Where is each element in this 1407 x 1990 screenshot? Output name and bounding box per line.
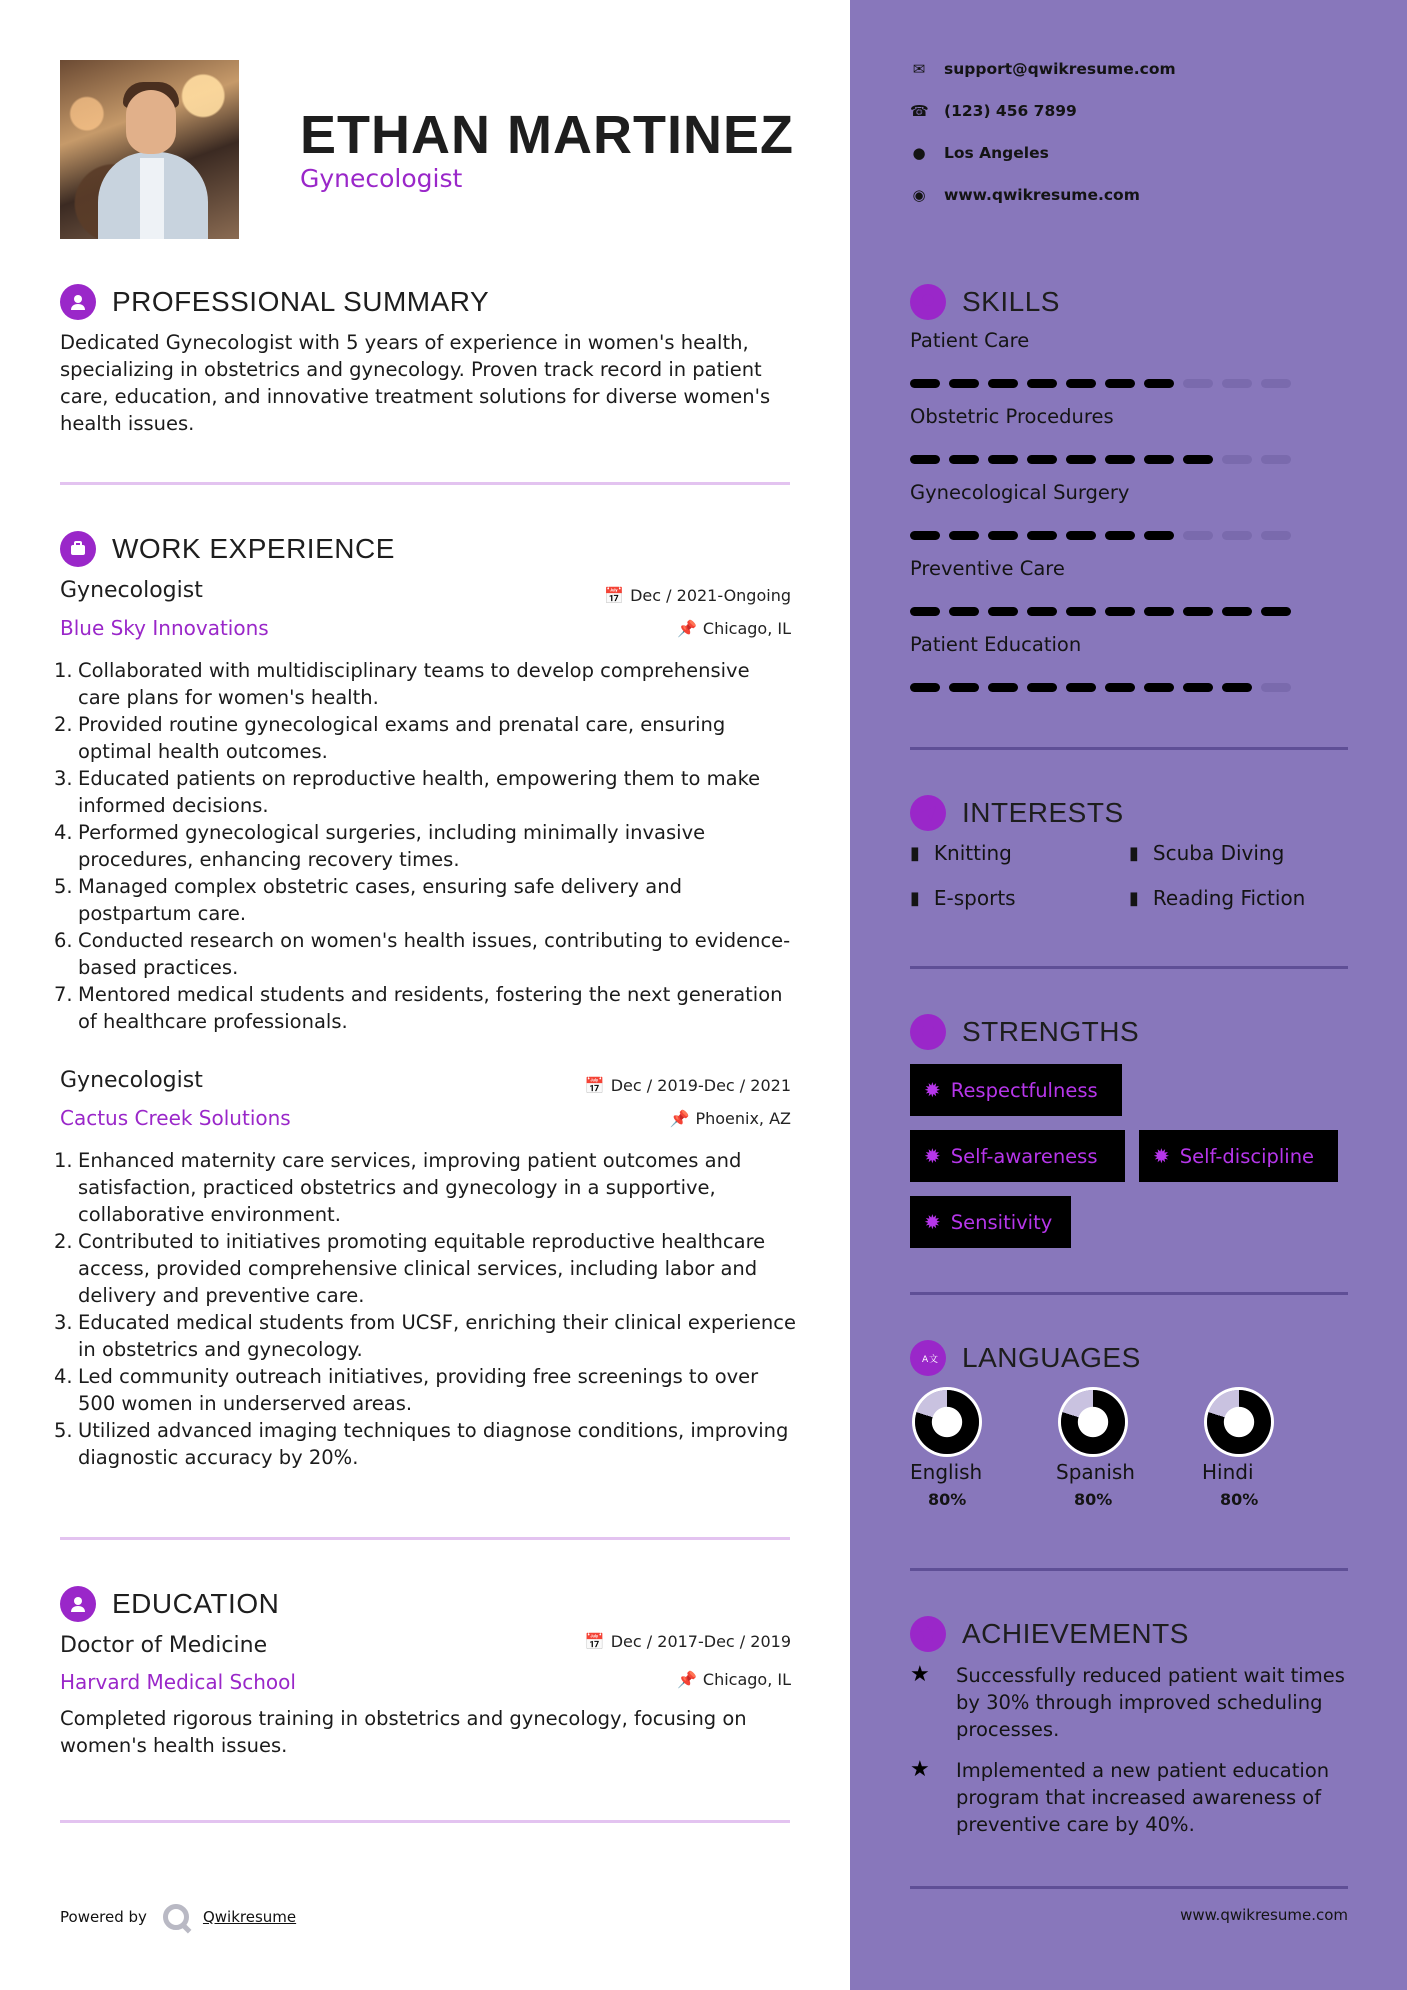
globe-icon: ◉ (912, 186, 926, 204)
skill-level-dot (1183, 379, 1213, 388)
skill-level (910, 683, 1300, 692)
lightbulb-icon (910, 284, 946, 320)
language-donut (1207, 1390, 1271, 1454)
skill-level-dot (1066, 379, 1096, 388)
skill-level-dot (988, 607, 1018, 616)
contact-website[interactable]: ◉ www.qwikresume.com (910, 186, 1140, 204)
list-item: Led community outreach initiatives, providing free screenings to over 500 women in underserved areas. (78, 1365, 759, 1415)
skills-title: SKILLS (962, 286, 1060, 317)
skill-level-dot (949, 683, 979, 692)
list-item: Performed gynecological surgeries, including minimally invasive procedures, enhancing recovery times. (78, 821, 706, 871)
user-icon (60, 284, 96, 320)
skill-level-dot (1144, 379, 1174, 388)
job-date: 📅 Dec / 2021-Ongoing (604, 586, 791, 605)
strength-chip: ✹ Self-awareness (910, 1130, 1125, 1182)
job-location: 📌 Phoenix, AZ (669, 1109, 791, 1128)
graduate-icon (60, 1586, 96, 1622)
contact-email[interactable]: ✉ support@qwikresume.com (910, 60, 1176, 78)
languages-heading (910, 1340, 1141, 1376)
summary-title: PROFESSIONAL SUMMARY (112, 286, 490, 317)
language-donut (915, 1390, 979, 1454)
job-company: Cactus Creek Solutions (60, 1106, 291, 1130)
list-item: Educated patients on reproductive health, empowering them to make informed decisions. (78, 767, 761, 817)
shooting-star-icon: ★ (910, 1662, 930, 1687)
skill-level-dot (1222, 683, 1252, 692)
skill-level-dot (1066, 455, 1096, 464)
divider (910, 1292, 1348, 1295)
skill-level-dot (1222, 607, 1252, 616)
language-item: Spanish 80% (1056, 1390, 1135, 1509)
education-text: Completed rigorous training in obstetrics and gynecology, focusing on women's health issues. (60, 1707, 747, 1757)
skill-level-dot (1105, 683, 1135, 692)
job-location: 📌 Chicago, IL (676, 619, 791, 638)
skill-level-dot (1066, 607, 1096, 616)
summary-heading (60, 284, 489, 320)
interest-item: ▮ E-sports (910, 886, 1016, 910)
skill-level-dot (1066, 531, 1096, 540)
list-item: Contributed to initiatives promoting equitable reproductive healthcare access, provided comprehensive clinical services, including labor and delivery and preventive care. (78, 1230, 766, 1307)
skill-name: Obstetric Procedures (910, 405, 1114, 428)
profile-photo (60, 60, 239, 239)
skill-level-dot (1261, 607, 1291, 616)
skill-level-dot (1261, 379, 1291, 388)
skill-level-dot (1183, 607, 1213, 616)
map-marker-icon: ● (912, 144, 926, 162)
skill-level-dot (1105, 379, 1135, 388)
interest-item: ▮ Knitting (910, 841, 1012, 865)
achievement-item: ★ Successfully reduced patient wait times by 30% through improved scheduling processes. (910, 1662, 1345, 1741)
skill-level-dot (988, 683, 1018, 692)
language-item: Hindi 80% (1202, 1390, 1271, 1509)
job-date: 📅 Dec / 2019-Dec / 2021 (584, 1076, 791, 1095)
skill-level-dot (1261, 531, 1291, 540)
skill-name: Patient Care (910, 329, 1030, 352)
phone-icon: ☎ (910, 102, 929, 120)
skill-level (910, 379, 1300, 388)
skill-level (910, 607, 1300, 616)
skill-level-dot (910, 683, 940, 692)
badge-icon: ✹ (1153, 1144, 1170, 1168)
star-icon (910, 1616, 946, 1652)
skill-level-dot (1105, 607, 1135, 616)
skill-level-dot (910, 455, 940, 464)
contact-phone[interactable]: ☎ (123) 456 7899 (910, 102, 1077, 120)
education-location: 📌 Chicago, IL (676, 1670, 791, 1689)
pin-icon: 📌 (676, 1670, 697, 1689)
strength-chip: ✹ Sensitivity (910, 1196, 1071, 1248)
work-heading (60, 531, 395, 567)
job-company: Blue Sky Innovations (60, 616, 269, 640)
divider (60, 1537, 790, 1540)
skill-level-dot (910, 531, 940, 540)
skill-level-dot (1066, 683, 1096, 692)
divider (910, 966, 1348, 969)
job-title: Gynecologist (60, 1068, 203, 1093)
badge-icon: ✹ (924, 1144, 941, 1168)
interests-title: INTERESTS (962, 797, 1124, 828)
language-item: English 80% (910, 1390, 982, 1509)
skill-level-dot (949, 531, 979, 540)
skill-level-dot (1027, 683, 1057, 692)
achievements-heading (910, 1616, 1189, 1652)
school: Harvard Medical School (60, 1670, 296, 1694)
translate-icon (910, 1340, 946, 1376)
divider (60, 1820, 790, 1823)
skill-level-dot (1261, 683, 1291, 692)
envelope-icon: ✉ (912, 60, 926, 78)
list-item: Managed complex obstetric cases, ensuring safe delivery and postpartum care. (78, 875, 682, 925)
skill-level-dot (949, 379, 979, 388)
list-item: Collaborated with multidisciplinary teams to develop comprehensive care plans for women's health. (78, 659, 750, 709)
paper-plane-icon (910, 795, 946, 831)
skill-level-dot (1183, 531, 1213, 540)
skill-level-dot (910, 379, 940, 388)
skills-heading (910, 284, 1060, 320)
interests-heading (910, 795, 1124, 831)
skill-level-dot (910, 607, 940, 616)
book-icon: ▮ (910, 842, 920, 864)
skill-level-dot (1027, 531, 1057, 540)
book-icon: ▮ (1129, 887, 1139, 909)
skill-name: Gynecological Surgery (910, 481, 1130, 504)
skill-level-dot (1222, 379, 1252, 388)
divider (910, 1886, 1348, 1889)
calendar-icon: 📅 (584, 1632, 605, 1651)
skill-level-dot (1105, 531, 1135, 540)
job-title: Gynecologist (60, 578, 203, 603)
strengths-heading (910, 1014, 1139, 1050)
summary-text: Dedicated Gynecologist with 5 years of experience in women's health, specializing in obstetrics and gynecology. Proven track record in patient care, education, and innovative treatment solutions for diverse women's health issues. (60, 331, 771, 435)
education-title: EDUCATION (112, 1588, 280, 1619)
strength-chip: ✹ Self-discipline (1139, 1130, 1338, 1182)
qwikresume-link[interactable]: Qwikresume (202, 1908, 297, 1926)
candidate-role: Gynecologist (300, 164, 463, 193)
skill-level-dot (1222, 531, 1252, 540)
svg-text:A: A (922, 1355, 929, 1365)
footer-website[interactable]: www.qwikresume.com (1180, 1906, 1348, 1924)
skill-level-dot (1144, 531, 1174, 540)
svg-text:文: 文 (929, 1355, 939, 1365)
qwikresume-logo-icon (163, 1904, 189, 1930)
list-item: Conducted research on women's health issues, contributing to evidence-based practices. (78, 929, 791, 979)
book-icon: ▮ (1129, 842, 1139, 864)
candidate-name: ETHAN MARTINEZ (300, 105, 794, 165)
skill-level (910, 531, 1300, 540)
calendar-icon: 📅 (584, 1076, 605, 1095)
achievement-item: ★ Implemented a new patient education program that increased awareness of preventive care by 40%. (910, 1757, 1330, 1836)
strengths-title: STRENGTHS (962, 1016, 1140, 1047)
skill-level-dot (1183, 455, 1213, 464)
interest-item: ▮ Scuba Diving (1129, 841, 1285, 865)
pin-icon: 📌 (676, 619, 697, 638)
skill-level-dot (1027, 379, 1057, 388)
skill-level-dot (988, 531, 1018, 540)
badge-icon: ✹ (924, 1078, 941, 1102)
calendar-icon: 📅 (604, 586, 625, 605)
divider (60, 482, 790, 485)
skill-level-dot (988, 455, 1018, 464)
shooting-star-icon: ★ (910, 1757, 930, 1782)
divider (910, 747, 1348, 750)
language-donut (1061, 1390, 1125, 1454)
list-item: Utilized advanced imaging techniques to diagnose conditions, improving diagnostic accuracy by 20%. (78, 1419, 789, 1469)
list-item: Educated medical students from UCSF, enriching their clinical experience in obstetrics and gynecology. (78, 1311, 796, 1361)
list-item: Enhanced maternity care services, improving patient outcomes and satisfaction, practiced obstetrics and gynecology in a supportive, collaborative environment. (78, 1149, 742, 1226)
skill-level-dot (988, 379, 1018, 388)
skill-level-dot (1027, 607, 1057, 616)
skill-level-dot (1144, 683, 1174, 692)
work-title: WORK EXPERIENCE (112, 533, 395, 564)
skill-level-dot (1144, 455, 1174, 464)
job-duties (78, 1147, 798, 1471)
interest-item: ▮ Reading Fiction (1129, 886, 1306, 910)
strength-chip: ✹ Respectfulness (910, 1064, 1122, 1116)
languages-title: LANGUAGES (962, 1342, 1141, 1373)
briefcase-icon (60, 531, 96, 567)
skill-level-dot (949, 607, 979, 616)
skill-level-dot (1027, 455, 1057, 464)
skill-level-dot (1144, 607, 1174, 616)
skill-level-dot (1183, 683, 1213, 692)
job-duties (78, 657, 798, 1035)
skill-level-dot (1261, 455, 1291, 464)
contact-location: ● Los Angeles (910, 144, 1049, 162)
skill-name: Patient Education (910, 633, 1082, 656)
book-icon: ▮ (910, 887, 920, 909)
fist-icon (910, 1014, 946, 1050)
divider (910, 1568, 1348, 1571)
badge-icon: ✹ (924, 1210, 941, 1234)
list-item: Provided routine gynecological exams and prenatal care, ensuring optimal health outcomes. (78, 713, 726, 763)
skill-name: Preventive Care (910, 557, 1065, 580)
degree: Doctor of Medicine (60, 1633, 268, 1658)
skill-level-dot (949, 455, 979, 464)
list-item: Mentored medical students and residents, fostering the next generation of healthcare professionals. (78, 983, 783, 1033)
skill-level-dot (1105, 455, 1135, 464)
powered-by: Powered by Qwikresume (60, 1904, 296, 1930)
education-date: 📅 Dec / 2017-Dec / 2019 (584, 1632, 791, 1651)
education-heading (60, 1586, 279, 1622)
skill-level (910, 455, 1300, 464)
skill-level-dot (1222, 455, 1252, 464)
pin-icon: 📌 (669, 1109, 690, 1128)
achievements-title: ACHIEVEMENTS (962, 1618, 1189, 1649)
